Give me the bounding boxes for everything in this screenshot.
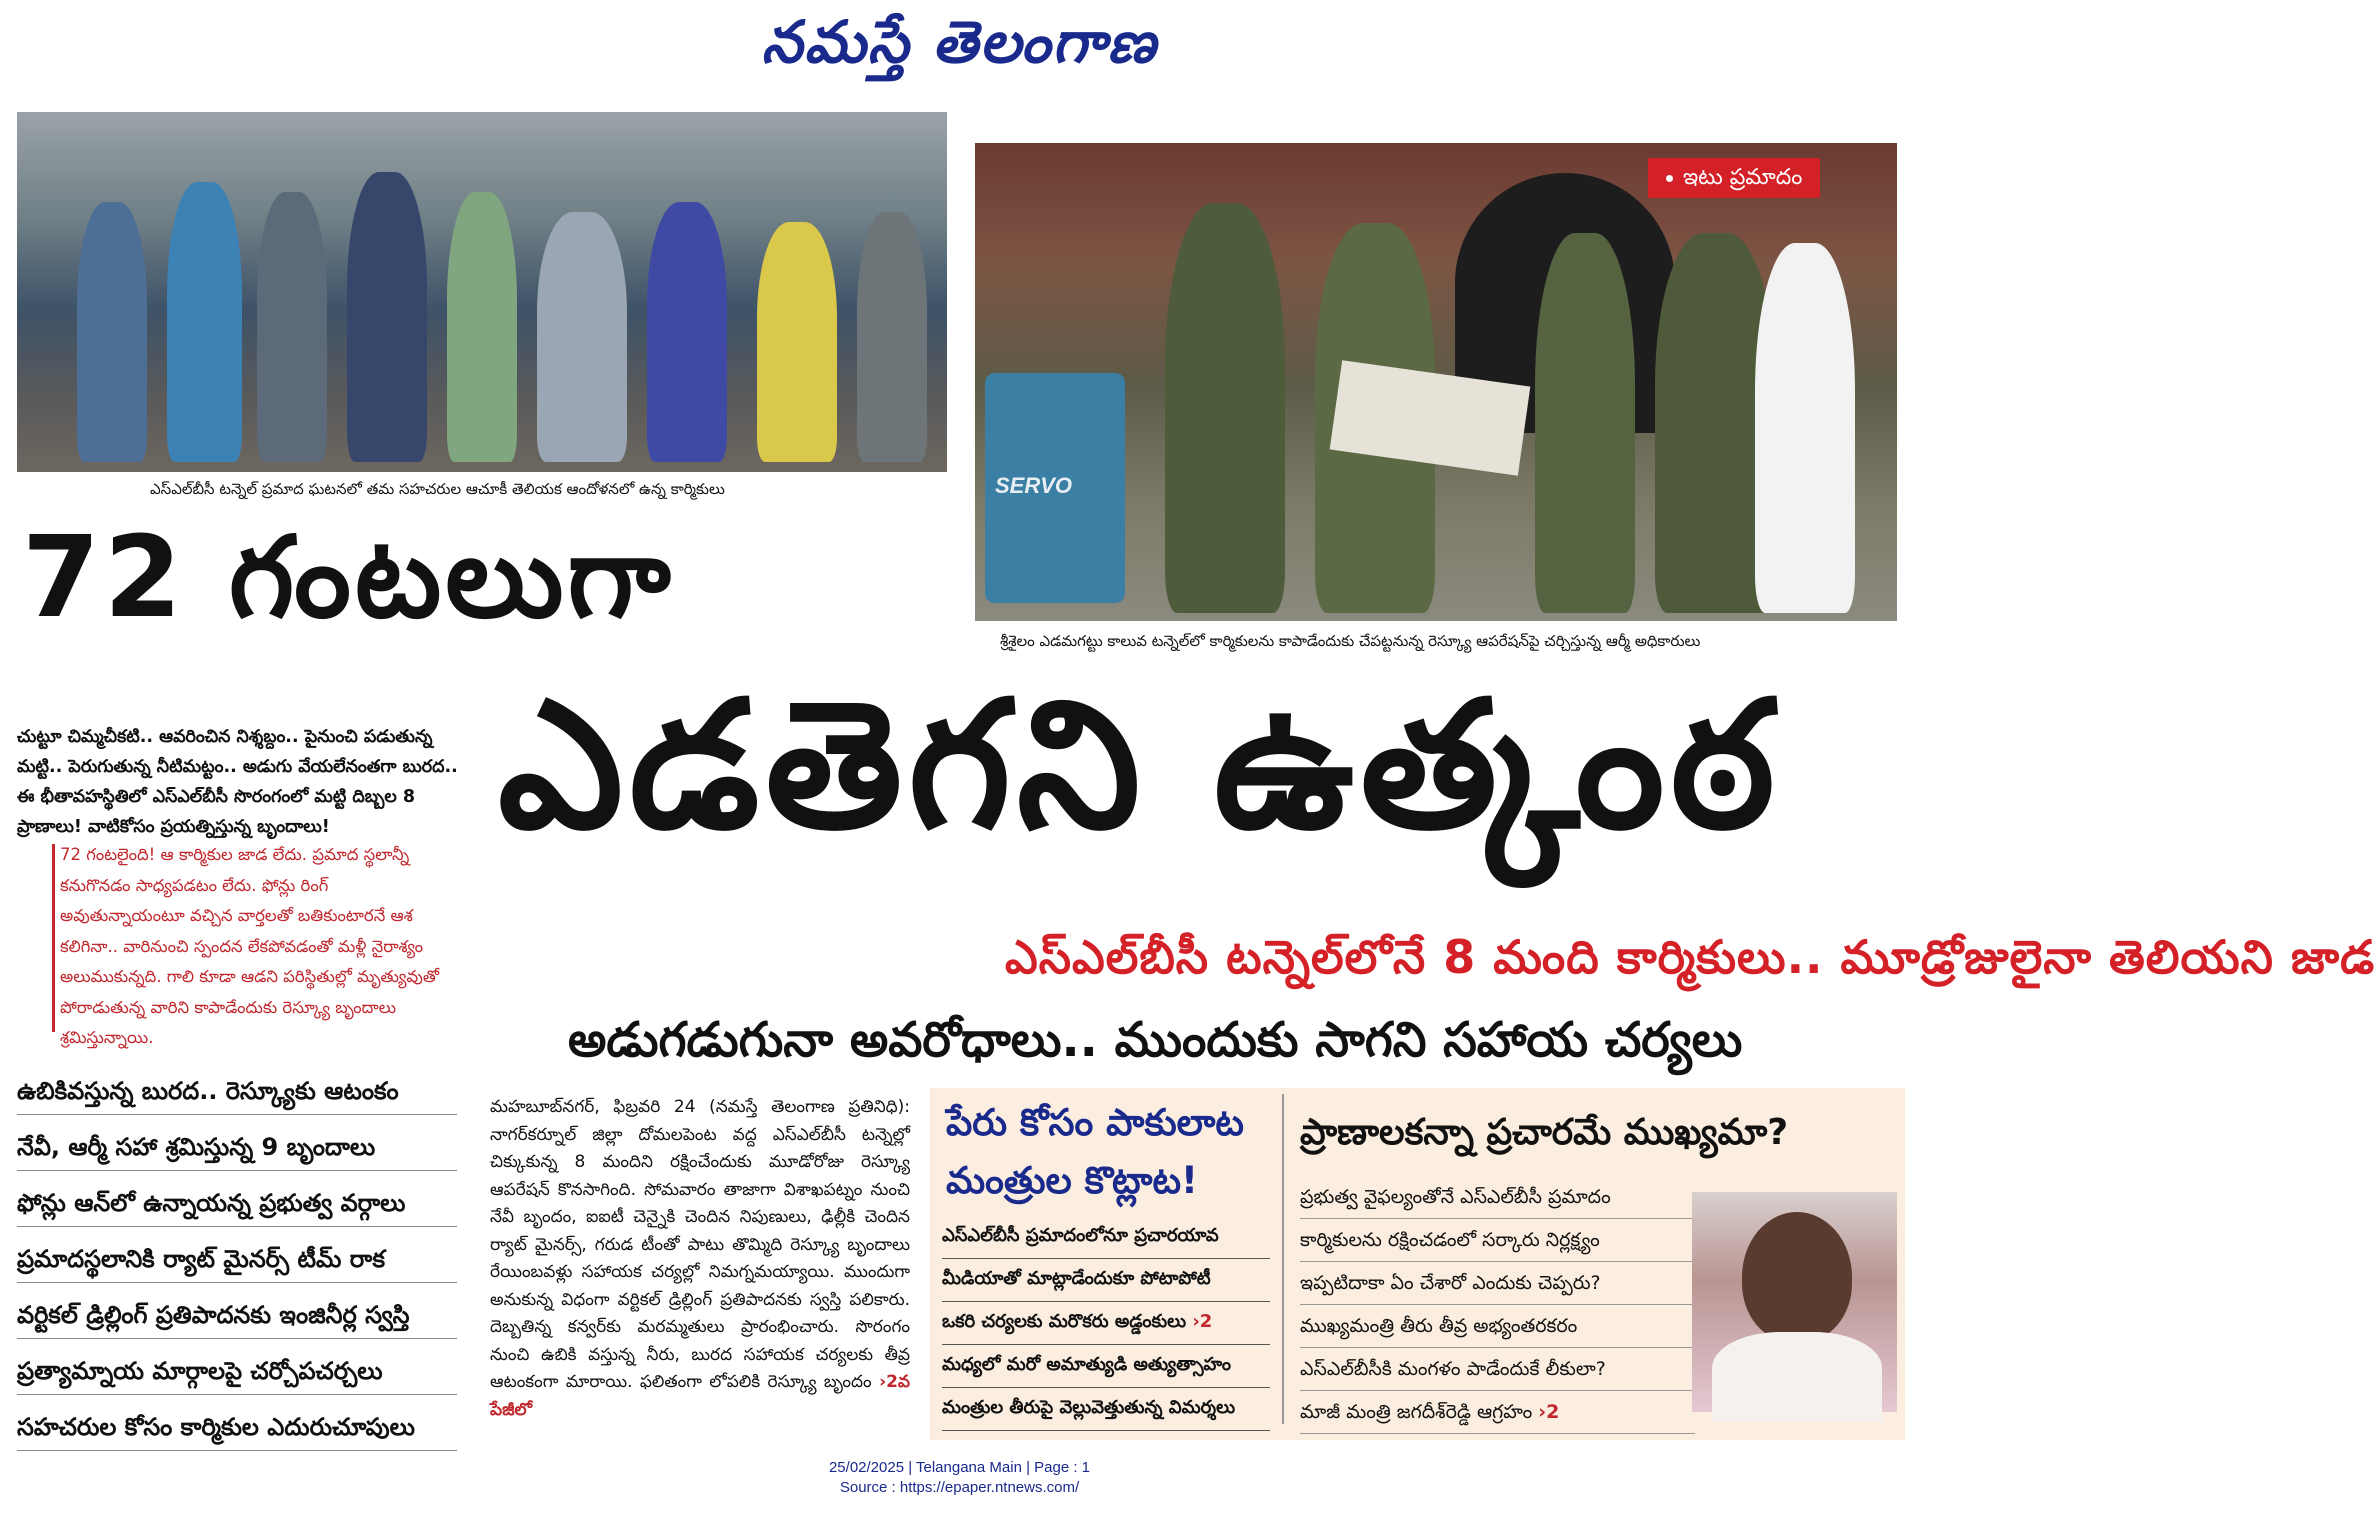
section-badge [1648,158,1820,198]
quote-bar [52,844,55,1032]
highlights-list [17,1068,457,1460]
box1-item: ఒకరి చర్యలకు మరొకరు అడ్డంకులు ›2 [942,1302,1270,1345]
highlight-item: ప్రత్యామ్నాయ మార్గాలపై చర్చోపచర్చలు [17,1348,457,1395]
footer-date-line: 25/02/2025 | Telangana Main | Page : 1 [828,1459,1091,1476]
page-ref-link[interactable]: ›2 [1538,1401,1560,1423]
box2-item: ఎస్‌ఎల్‌బీసీకి మంగళం పాడేందుకే లీకులా? [1300,1348,1695,1391]
intro-text: చుట్టూ చిమ్మచీకటి.. ఆవరించిన నిశ్శబ్దం.. పైనుంచి పడుతున్న మట్టి.. పెరుగుతున్న నీటిమట్టం.. అడుగు వేయలేనంతగా బురద.. ఈ భీతావహస్థితిలో ఎస్‌ఎల్‌బీసీ సొరంగంలో మట్టి దిబ్బల 8 ప్రాణాలు! వాటికోసం ప్రయత్నిస్తున్న బృందాలు! [17,727,458,837]
leader-portrait [1692,1192,1897,1412]
headline-line1: 72 గంటలుగా [22,513,675,643]
highlight-item: ఉబికివస్తున్న బురద.. రెస్క్యూకు ఆటంకం [17,1068,457,1115]
box2-item: ఇప్పటిదాకా ఏం చేశారో ఎందుకు చెప్పరు? [1300,1262,1695,1305]
newspaper-logo: నమస్తే తెలంగాణ [761,8,1158,76]
continued-link[interactable]: ›2వ పేజీలో [490,1372,910,1420]
army-officers-photo [975,143,1897,621]
box2-item: ముఖ్యమంత్రి తీరు తీవ్ర అభ్యంతరకరం [1300,1305,1695,1348]
box1-item: ఎస్‌ఎల్‌బీసీ ప్రమాదంలోనూ ప్రచారయావ [942,1216,1270,1259]
box2-list [1300,1176,1695,1434]
masthead [0,8,1919,88]
workers-photo [17,112,947,472]
bullet-icon [1666,175,1673,182]
highlight-item: నేవీ, ఆర్మీ సహా శ్రమిస్తున్న 9 బృందాలు [17,1124,457,1171]
page-ref-link[interactable]: ›2 [1192,1311,1213,1332]
badge-label: ఇటు ప్రమాదం [1683,165,1803,190]
pull-quote: 72 గంటలైంది! ఆ కార్మికుల జాడ లేదు. ప్రమాద స్థలాన్నీ కనుగొనడం సాధ్యపడటం లేదు. ఫోన్లు రింగ్ అవుతున్నాయంటూ వచ్చిన వార్తలతో బతికుంటారనే ఆశ కలిగినా.. వారినుంచి స్పందన లేకపోవడంతో మళ్లీ నైరాశ్యం అలుముకున్నది. గాలి కూడా ఆడని పరిస్థితుల్లో మృత్యువుతో పోరాడుతున్న వారిని కాపాడేందుకు రెస్క్యూ బృందాలు శ్రమిస్తున్నాయి. [60,845,439,1047]
story-text: మహబూబ్‌నగర్, ఫిబ్రవరి 24 (నమస్తే తెలంగాణ ప్రతినిధి): నాగర్‌కర్నూల్ జిల్లా దోమలపెంట వద్ద ఎస్‌ఎల్‌బీసీ టన్నెల్లో చిక్కుకున్న 8 మందిని రక్షించేందుకు మూడోరోజు రెస్క్యూ ఆపరేషన్ కొనసాగింది. సోమవారం తాజాగా విశాఖపట్నం నుంచి నేవీ బృందం, ఐఐటీ చెన్నైకి చెందిన నిపుణులు, ఢిల్లీకి చెందిన ర్యాట్ మైనర్స్, గరుడ టీంతో పాటు తొమ్మిది రెస్క్యూ బృందాలు రేయింబవళ్లు సహాయక చర్యల్లో నిమగ్నమయ్యాయి. ముందుగా అనుకున్న విధంగా వర్టికల్ డ్రిల్లింగ్ ప్రతిపాదనకు స్వస్తి పలికారు. దెబ్బతిన్న కన్వర్‌కు మరమ్మతులు ప్రారంభించారు. సొరంగం నుంచి ఉబికి వస్తున్న నీరు, బురద సహాయక చర్యలకు తీవ్ర ఆటంకంగా మారాయి. ఫలితంగా లోపలికి రెస్క్యూ బృందం [490,1097,910,1392]
box2-item: మాజీ మంత్రి జగదీశ్‌రెడ్డి ఆగ్రహం ›2 [1300,1391,1695,1434]
box1-heading: పేరు కోసం పాకులాట మంత్రుల కొట్లాట! [946,1101,1244,1202]
box2-item: ప్రభుత్వ వైఫల్యంతోనే ఎస్‌ఎల్‌బీసీ ప్రమాదం [1300,1176,1695,1219]
box1-item: మధ్యలో మరో అమాత్యుడి అత్యుత్సాహం [942,1345,1270,1388]
story-body [490,1094,910,1424]
photo2-caption: శ్రీశైలం ఎడమగట్టు కాలువ టన్నెల్‌లో కార్మికులను కాపాడేందుకు చేపట్టనున్న రెస్క్యూ ఆపరేషన్‌పై చర్చిస్తున్న ఆర్మీ అధికారులు [1000,632,1701,650]
footer-source-link[interactable]: Source : https://epaper.ntnews.com/ [839,1479,1080,1496]
highlight-item: సహచరుల కోసం కార్మికుల ఎదురుచూపులు [17,1404,457,1451]
continued-label: 2వ పేజీలో [490,1372,910,1420]
highlight-item: ప్రమాదస్థలానికి ర్యాట్ మైనర్స్ టీమ్ రాక [17,1236,457,1283]
highlight-item: ఫోన్లు ఆన్‌లో ఉన్నాయన్న ప్రభుత్వ వర్గాలు [17,1180,457,1227]
highlight-item: వర్టికల్ డ్రిల్లింగ్ ప్రతిపాదనకు ఇంజినీర్ల స్వస్తి [17,1292,457,1339]
box-divider [1282,1094,1284,1424]
headline-line2: ఎడతెగని ఉత్కంఠ [498,663,1781,868]
headline-red-subtitle: ఎస్‌ఎల్‌బీసీ టన్నెల్‌లోనే 8 మంది కార్మికులు.. మూడ్రోజులైనా తెలియని జాడ [1005,930,2375,984]
drum-label: SERVO [995,473,1073,498]
box1-item: మీడియాతో మాట్లాడేందుకూ పోటాపోటీ [942,1259,1270,1302]
box2-item: కార్మికులను రక్షించడంలో సర్కారు నిర్లక్ష్యం [1300,1219,1695,1262]
page-footer [0,1458,1919,1498]
box2-heading: ప్రాణాలకన్నా ప్రచారమే ముఖ్యమా? [1300,1112,1789,1153]
box1-item: మంత్రుల తీరుపై వెల్లువెత్తుతున్న విమర్శలు [942,1388,1270,1431]
box1-list [942,1216,1270,1431]
photo1-caption: ఎస్‌ఎల్‌బీసీ టన్నెల్ ప్రమాద ఘటనలో తమ సహచరుల ఆచూకీ తెలియక ఆందోళనలో ఉన్న కార్మికులు [150,480,725,498]
headline-subtitle: అడుగడుగునా అవరోధాలు.. ముందుకు సాగని సహాయ చర్యలు [568,1012,1743,1068]
